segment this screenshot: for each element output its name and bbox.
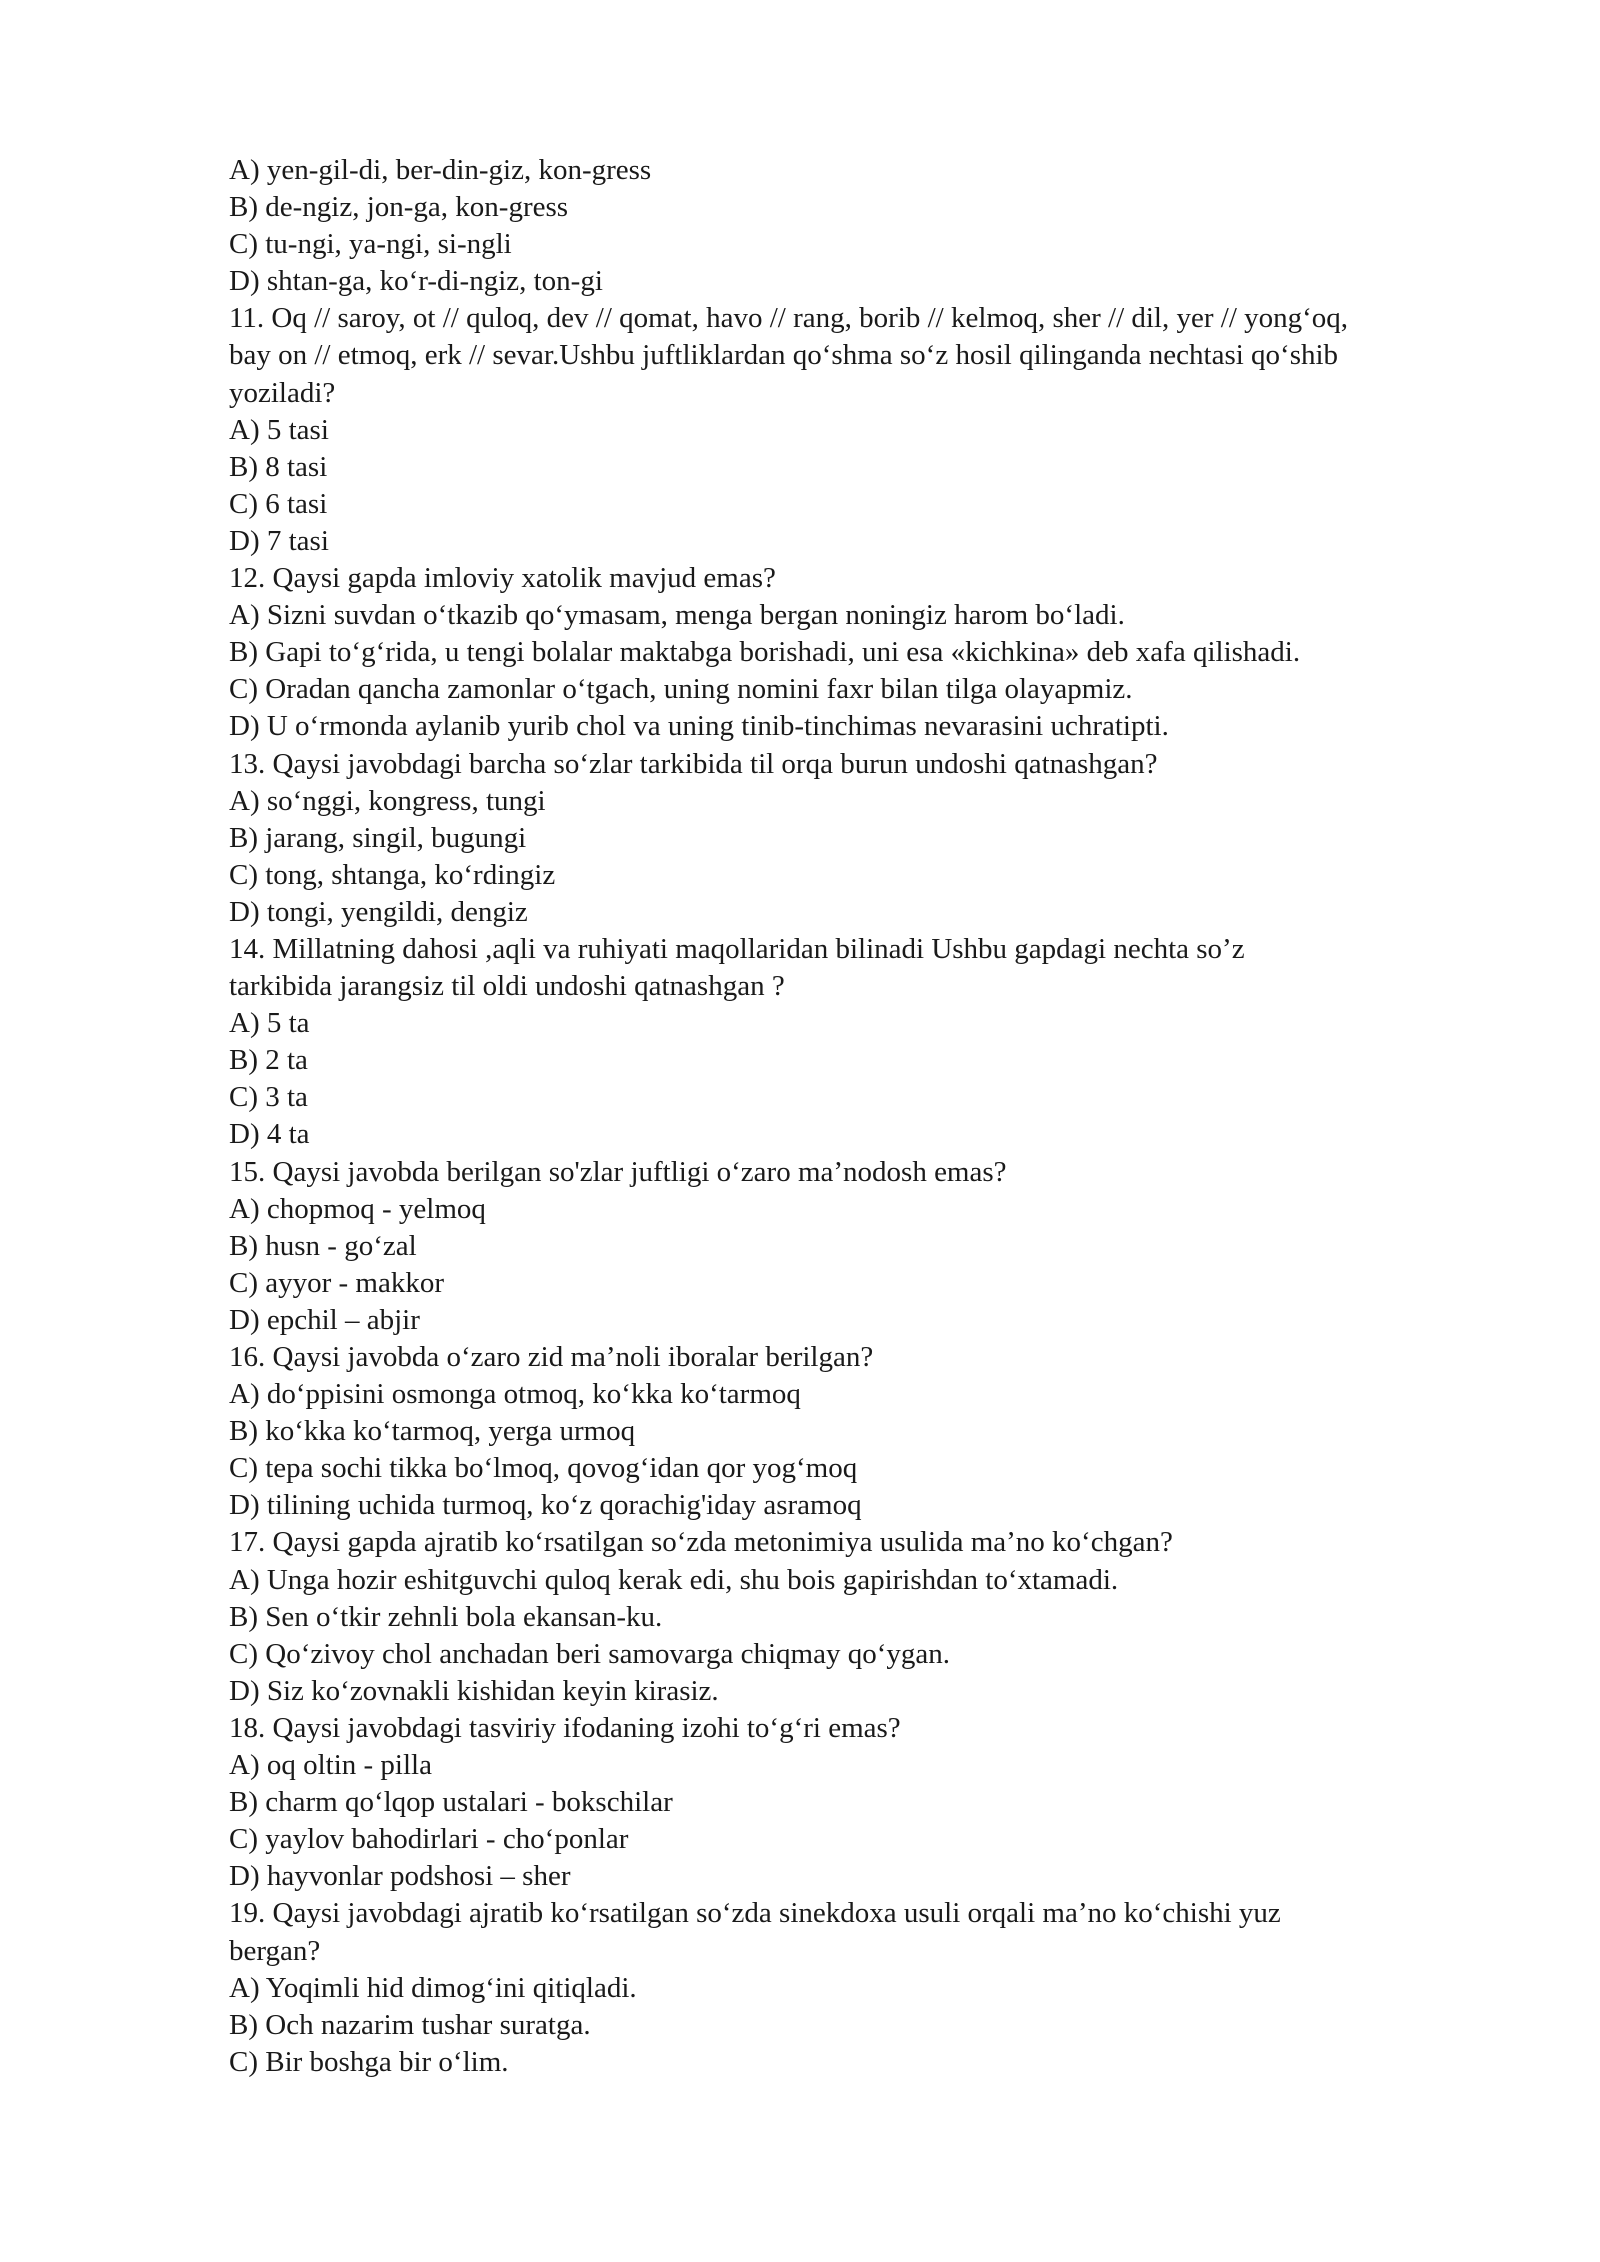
answer-option: A) 5 ta [229, 1007, 310, 1040]
answer-option: C) Bir boshga bir o‘lim. [229, 2045, 509, 2078]
answer-option: B) Sen o‘tkir zehnli bola ekansan-ku. [229, 1600, 663, 1633]
answer-option: C) 6 tasi [229, 487, 328, 520]
question-text-line: 11. Oq // saroy, ot // quloq, dev // qomat, havo // rang, borib // kelmoq, sher // dil, yer // yong‘oq, [229, 302, 1349, 335]
answer-option: B) 8 tasi [229, 450, 328, 483]
question-text-line: 17. Qaysi gapda ajratib ko‘rsatilgan so‘zda metonimiya usulida ma’no ko‘chgan? [229, 1526, 1173, 1559]
question-text-line: 15. Qaysi javobda berilgan so'zlar juftligi o‘zaro ma’nodosh emas? [229, 1155, 1007, 1188]
text-line: B) de-ngiz, jon-ga, kon-gress [229, 191, 569, 224]
answer-option: D) tongi, yengildi, dengiz [229, 895, 528, 928]
question-text-line: 19. Qaysi javobdagi ajratib ko‘rsatilgan so‘zda sinekdoxa usuli orqali ma’no ko‘chishi yuz [229, 1897, 1281, 1930]
answer-option: D) 7 tasi [229, 524, 329, 557]
text-line: A) yen-gil-di, ber-din-giz, kon-gress [229, 154, 652, 186]
question-text-line: 16. Qaysi javobda o‘zaro zid ma’noli iboralar berilgan? [229, 1341, 874, 1373]
answer-option: D) 4 ta [229, 1118, 310, 1151]
answer-option: D) U o‘rmonda aylanib yurib chol va uning tinib-tinchimas nevarasini uchratipti. [229, 710, 1169, 743]
answer-option: A) Sizni suvdan o‘tkazib qo‘ymasam, menga bergan noningiz harom bo‘ladi. [229, 599, 1125, 632]
answer-option: B) jarang, singil, bugungi [229, 821, 527, 854]
answer-option: D) hayvonlar podshosi – sher [229, 1860, 571, 1893]
question-text-line: bay on // etmoq, erk // sevar.Ushbu juftliklardan qo‘shma so‘z hosil qilinganda nechtasi qo‘shib [229, 339, 1339, 372]
answer-option: C) Oradan qancha zamonlar o‘tgach, uning nomini faxr bilan tilga olayapmiz. [229, 673, 1133, 706]
question-text-line: 14. Millatning dahosi ,aqli va ruhiyati maqollaridan bilinadi Ushbu gapdagi nechta so’z [229, 932, 1245, 965]
answer-option: A) Yoqimli hid dimog‘ini qitiqladi. [229, 1971, 637, 2004]
answer-option: B) Gapi to‘g‘rida, u tengi bolalar maktabga borishadi, uni esa «kichkina» deb xafa qilishadi. [229, 636, 1301, 669]
answer-option: A) Unga hozir eshitguvchi quloq kerak edi, shu bois gapirishdan to‘xtamadi. [229, 1563, 1119, 1596]
answer-option: A) do‘ppisini osmonga otmoq, ko‘kka ko‘tarmoq [229, 1378, 801, 1411]
answer-option: B) charm qo‘lqop ustalari - bokschilar [229, 1786, 673, 1819]
text-line: C) tu-ngi, ya-ngi, si-ngli [229, 228, 512, 261]
question-text-line: 18. Qaysi javobdagi tasviriy ifodaning izohi to‘g‘ri emas? [229, 1711, 901, 1744]
question-text-line: 13. Qaysi javobdagi barcha so‘zlar tarkibida til orqa burun undoshi qatnashgan? [229, 747, 1158, 780]
answer-option: B) 2 ta [229, 1044, 308, 1077]
answer-option: A) oq oltin - pilla [229, 1749, 432, 1782]
answer-option: C) tong, shtanga, ko‘rdingiz [229, 858, 556, 891]
question-text-line: tarkibida jarangsiz til oldi undoshi qatnashgan ? [229, 970, 785, 1003]
answer-option: C) 3 ta [229, 1081, 308, 1114]
answer-option: A) chopmoq - yelmoq [229, 1192, 486, 1225]
text-line: D) shtan-ga, ko‘r-di-ngiz, ton-gi [229, 265, 603, 298]
answer-option: D) Siz ko‘zovnakli kishidan keyin kirasiz. [229, 1674, 719, 1707]
answer-option: C) Qo‘zivoy chol anchadan beri samovarga chiqmay qo‘ygan. [229, 1637, 951, 1670]
answer-option: D) epchil – abjir [229, 1303, 420, 1336]
answer-option: C) ayyor - makkor [229, 1266, 445, 1299]
question-text-line: yoziladi? [229, 376, 336, 409]
answer-option: A) so‘nggi, kongress, tungi [229, 784, 546, 817]
answer-option: B) ko‘kka ko‘tarmoq, yerga urmoq [229, 1415, 636, 1448]
document-page [229, 152, 1529, 2081]
answer-option: D) tilining uchida turmoq, ko‘z qorachig'iday asramoq [229, 1489, 862, 1522]
answer-option: B) husn - go‘zal [229, 1229, 417, 1262]
question-text-line: 12. Qaysi gapda imloviy xatolik mavjud emas? [229, 562, 776, 595]
answer-option: C) tepa sochi tikka bo‘lmoq, qovog‘idan qor yog‘moq [229, 1452, 858, 1485]
answer-option: C) yaylov bahodirlari - cho‘ponlar [229, 1823, 629, 1856]
answer-option: A) 5 tasi [229, 413, 329, 446]
answer-option: B) Och nazarim tushar suratga. [229, 2008, 591, 2041]
question-text-line: bergan? [229, 1934, 321, 1967]
